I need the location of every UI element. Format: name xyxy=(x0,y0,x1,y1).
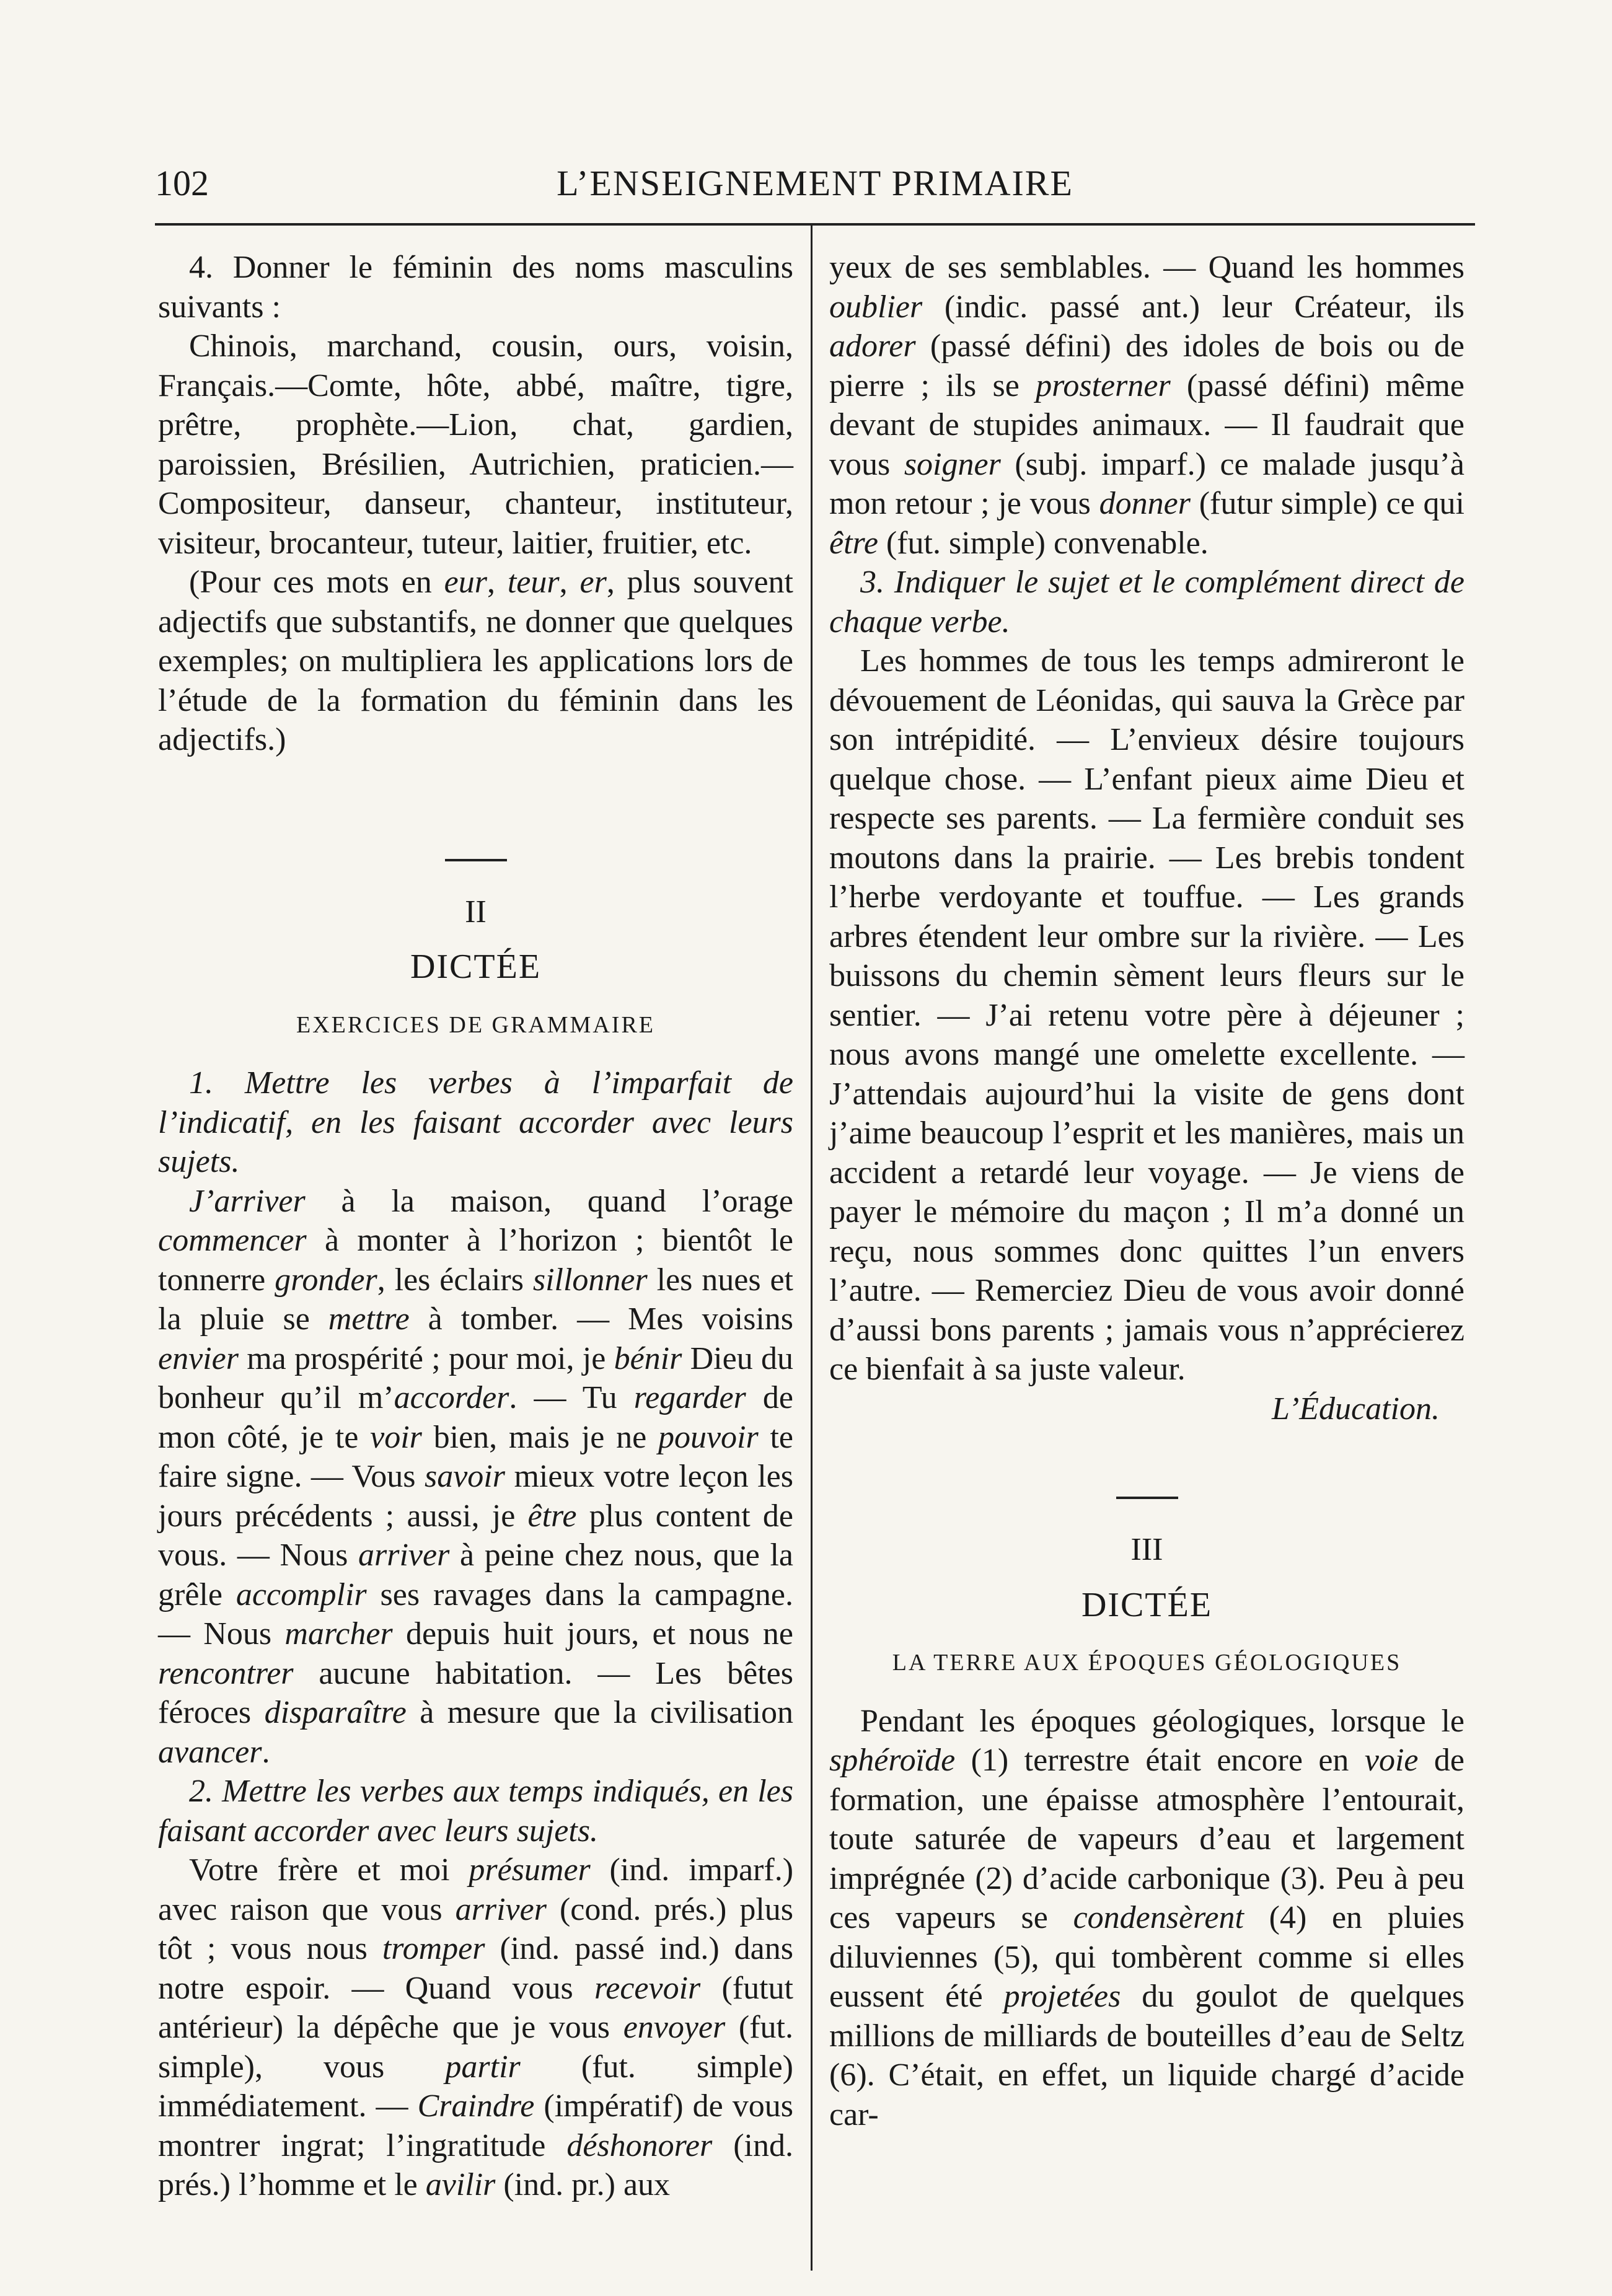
emphasized-verb: voir xyxy=(370,1419,422,1455)
emphasized-verb: marcher xyxy=(284,1616,393,1652)
text-run: (1) terrestre était encore en xyxy=(955,1743,1365,1778)
exercise-3-text: Les hommes de tous les temps admireront le dévouement de Léonidas, qui sauva la Grèce par son intrépidité. — L’envieux désire toujours quelque chose. — L’enfant pieux aime Dieu et respecte ses parents. — La fermière conduit ses moutons dans la prairie. — Les brebis tondent l’herbe verdoyante et touffue. — Les grands arbres étendent leur ombre sur la rivière. — Les buissons du chemin sèment leurs fleurs sur le sentier. — J’ai retenu votre père à déjeuner ; nous avons mangé une omelette excellente. — J’attendais aujourd’hui la visite de gens dont j’aime beaucoup l’esprit et les manières, mais un accident a retardé leur voyage. — Je viens de payer le mémoire du maçon ; Il m’a donné un reçu, nous sommes donc quittes l’un envers l’autre. — Remerciez Dieu de vous avoir donné d’aussi bons parents ; jamais vous n’apprécierez ce bienfait à sa juste valeur. xyxy=(829,643,1464,1387)
exercise-2-text xyxy=(158,1850,793,2205)
text-run: mieux votre leçon les jours précédents ; aussi, je xyxy=(158,1459,793,1534)
section-title: DICTÉE xyxy=(1081,1585,1213,1624)
section-number: III xyxy=(1130,1532,1163,1567)
emphasized-verb: voie xyxy=(1364,1743,1419,1778)
text-run: à tomber. — Mes voisins xyxy=(409,1301,794,1337)
header-rule xyxy=(155,223,1475,226)
emphasized-verb: avancer xyxy=(158,1734,262,1770)
text-run: à peine chez nous, que la grêle xyxy=(158,1537,793,1612)
emphasized-verb: accorder xyxy=(394,1380,509,1415)
exercise-4-intro: 4. Donner le féminin des noms masculins suivants : xyxy=(158,250,793,325)
emphasized-verb: prosterner xyxy=(1036,367,1171,403)
section-title: DICTÉE xyxy=(410,948,542,986)
text-run: yeux de ses semblables. — Quand les hommes xyxy=(829,250,1464,285)
emphasized-verb: commencer xyxy=(158,1223,307,1258)
source-attribution: L’Éducation. xyxy=(1271,1391,1440,1427)
note-er: er xyxy=(579,565,607,600)
text-run: à monter à l’horizon ; bientôt le tonnerre xyxy=(158,1223,793,1298)
emphasized-verb: savoir xyxy=(424,1459,505,1494)
text-run: te faire signe. — Vous xyxy=(158,1419,794,1494)
emphasized-verb: envoyer xyxy=(623,2010,726,2045)
emphasized-verb: mettre xyxy=(328,1301,410,1337)
exercise-1-instruction xyxy=(158,1063,793,1182)
text-run: de formation, une épaisse atmosphère l’entourait, toute saturée de vapeurs d’eau et largement imprégnée (2) d’acide carbonique (3). Peu à peu ces vapeurs se xyxy=(829,1743,1464,1935)
text-run: bien, mais je ne xyxy=(421,1419,658,1455)
text-run: Dieu du bonheur qu’il m’ xyxy=(158,1340,793,1415)
note-before: (Pour ces mots en xyxy=(189,565,444,600)
section-subtitle: EXERCICES DE GRAMMAIRE xyxy=(296,1011,656,1038)
note-comma-1: , xyxy=(487,565,508,600)
emphasized-verb: présumer xyxy=(469,1852,591,1888)
emphasized-verb: tromper xyxy=(382,1931,485,1966)
text-run: (fut. simple) immédiatement. — xyxy=(158,2049,793,2124)
text-run: . xyxy=(262,1734,270,1770)
emphasized-verb: partir xyxy=(445,2049,521,2085)
text-run: (futur simple) ce qui xyxy=(1190,486,1464,521)
text-run: (subj. imparf.) ce malade jusqu’à mon retour ; je vous xyxy=(829,446,1464,521)
text-run: (fut. simple) convenable. xyxy=(878,525,1209,561)
text-run: (indic. passé ant.) leur Créateur, ils xyxy=(922,289,1464,325)
exercise-2-continued xyxy=(829,248,1464,563)
text-run: (ind. passé ind.) dans notre espoir. — Quand vous xyxy=(158,1931,793,2006)
page-header xyxy=(155,162,1475,212)
text-run: depuis huit jours, et nous ne xyxy=(392,1616,793,1652)
emphasized-verb: bénir xyxy=(614,1340,682,1376)
text-run: (impératif) de vous montrer ingrat; l’ingratitude xyxy=(158,2088,794,2163)
right-column xyxy=(829,248,1464,2134)
text-run: à mesure que la civilisation xyxy=(406,1695,794,1730)
section-number: II xyxy=(465,894,487,930)
text-run: (futut antérieur) la dépêche que je vous xyxy=(158,1970,793,2045)
text-run: (passé défini) même devant de stupides animaux. — Il faudrait que vous xyxy=(829,367,1464,482)
emphasized-verb: soigner xyxy=(904,446,1001,482)
emphasized-verb: sphéroïde xyxy=(829,1743,956,1778)
text-run: du goulot de quelques millions de milliards de bouteilles d’eau de Seltz (6). C’était, en effet, un liquide chargé d’acide car- xyxy=(829,1979,1464,2132)
emphasized-verb: avilir xyxy=(425,2167,496,2202)
emphasized-verb: envier xyxy=(158,1340,239,1376)
note-eur: eur xyxy=(444,565,487,600)
text-run: ma prospérité ; pour moi, je xyxy=(238,1340,614,1376)
text-run: . — Tu xyxy=(509,1380,634,1415)
left-column xyxy=(158,248,793,2205)
running-title: L’ENSEIGNEMENT PRIMAIRE xyxy=(557,163,1073,203)
text-run: (4) en pluies diluviennes (5), qui tombèrent comme si elles eussent été xyxy=(829,1900,1464,2014)
emphasized-verb: regarder xyxy=(633,1380,746,1415)
emphasized-verb: projetées xyxy=(1003,1979,1121,2014)
emphasized-verb: donner xyxy=(1099,486,1191,521)
text-run: Pendant les époques géologiques, lorsque le xyxy=(860,1703,1464,1739)
emphasized-verb: arriver xyxy=(455,1891,547,1927)
emphasized-verb: recevoir xyxy=(594,1970,701,2006)
emphasized-verb: sillonner xyxy=(532,1262,648,1298)
text-run: (ind. pr.) aux xyxy=(495,2167,671,2202)
exercise-3-instruction-text: 3. Indiquer le sujet et le complément direct de chaque verbe. xyxy=(829,565,1464,640)
emphasized-verb: accomplir xyxy=(236,1577,367,1612)
page-number: 102 xyxy=(155,163,209,203)
text-run: , les éclairs xyxy=(377,1262,533,1298)
text-run: les nues et la pluie se xyxy=(158,1262,793,1337)
exercise-2-instruction xyxy=(158,1772,793,1850)
exercise-1-text xyxy=(158,1182,793,1772)
exercise-2-instruction-text: 2. Mettre les verbes aux temps indiqués, en les faisant accorder avec leurs sujets. xyxy=(158,1774,793,1849)
note-teur: teur xyxy=(507,565,560,600)
emphasized-verb: être xyxy=(527,1498,577,1534)
text-run: (ind. prés.) l’homme et le xyxy=(158,2127,794,2202)
text-run: (fut. simple), vous xyxy=(158,2010,793,2085)
emphasized-verb: J’arriver xyxy=(189,1183,306,1219)
section-subtitle: LA TERRE AUX ÉPOQUES GÉOLOGIQUES xyxy=(892,1650,1402,1676)
exercise-4-words: Chinois, marchand, cousin, ours, voisin, Français.—Comte, hôte, abbé, maître, tigre, prêtre, prophète.—Lion, chat, gardien, paroissien, Brésilien, Autrichien, praticien.—Compositeur, danseur, chanteur, instituteur, visiteur, brocanteur, tuteur, laitier, fruitier, etc. xyxy=(158,328,793,561)
emphasized-verb: disparaître xyxy=(264,1695,407,1730)
emphasized-verb: Craindre xyxy=(417,2088,535,2124)
emphasized-verb: arriver xyxy=(358,1537,450,1573)
emphasized-verb: rencontrer xyxy=(158,1655,294,1691)
dictation-text xyxy=(829,1702,1464,2135)
text-run: aucune habitation. — Les bêtes féroces xyxy=(158,1655,793,1730)
text-run: (cond. prés.) plus tôt ; vous nous xyxy=(158,1891,793,1966)
text-run: (ind. imparf.) avec raison que vous xyxy=(158,1852,794,1927)
text-run: à la maison, quand l’orage xyxy=(305,1183,793,1219)
emphasized-verb: adorer xyxy=(829,328,916,364)
text-run: ses ravages dans la campagne. — Nous xyxy=(158,1577,793,1652)
text-run: Votre frère et moi xyxy=(189,1852,469,1888)
emphasized-verb: condensèrent xyxy=(1073,1900,1244,1935)
text-run: (passé défini) des idoles de bois ou de pierre ; ils se xyxy=(829,328,1464,403)
note-comma-2: , xyxy=(559,565,580,600)
emphasized-verb: pouvoir xyxy=(658,1419,759,1455)
emphasized-verb: déshonorer xyxy=(566,2127,713,2163)
emphasized-verb: gronder xyxy=(275,1262,377,1298)
exercise-4-note xyxy=(158,563,793,760)
text-run: plus content de vous. — Nous xyxy=(158,1498,793,1573)
column-rule xyxy=(811,226,813,2271)
exercise-3-instruction xyxy=(829,563,1464,641)
exercise-1-instruction-text: 1. Mettre les verbes à l’imparfait de l’indicatif, en les faisant accorder avec leurs sujets. xyxy=(158,1065,793,1179)
text-run: de mon côté, je te xyxy=(158,1380,793,1455)
note-after: , plus souvent adjectifs que substantifs, ne donner que quelques exemples; on multipliera les applications lors de l’étude de la formation du féminin dans les adjectifs.) xyxy=(158,565,793,757)
emphasized-verb: oublier xyxy=(829,289,923,325)
emphasized-verb: être xyxy=(829,525,878,561)
